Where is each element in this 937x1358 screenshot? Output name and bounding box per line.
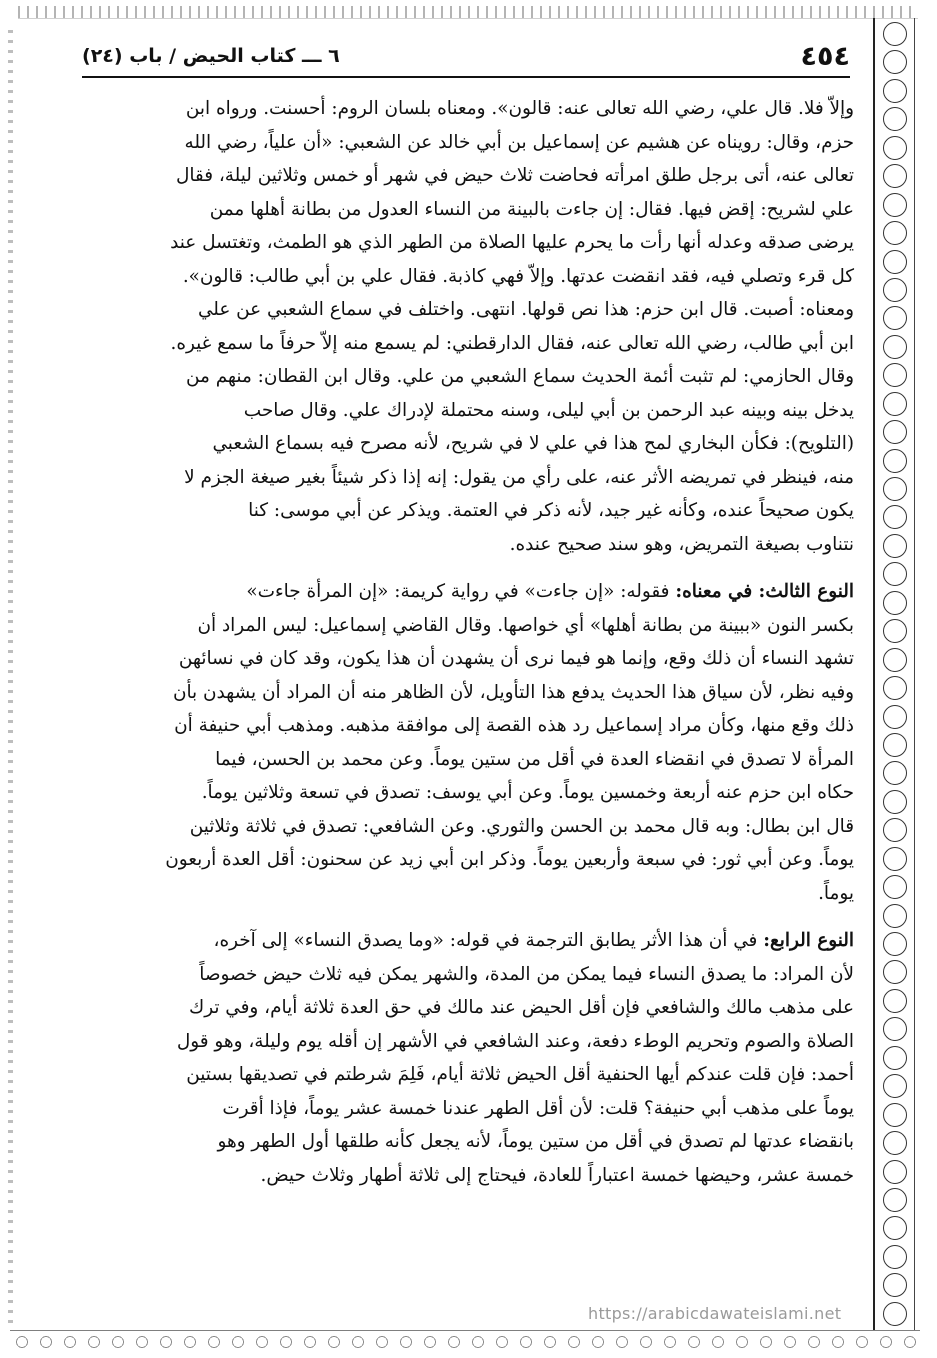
text-line [78, 327, 854, 361]
line-text: خمسة عشر، وحيضها خمسة اعتباراً للعادة، فيحتاج إلى ثلاثة أطهار وثلاث حيض. [260, 1164, 854, 1186]
ring-ornament [883, 505, 907, 529]
ring-ornament [883, 676, 907, 700]
top-border-ornament [18, 6, 918, 19]
ring-ornament [883, 335, 907, 359]
text-line [78, 193, 854, 227]
ring-ornament [883, 1273, 907, 1297]
ring-ornament [883, 705, 907, 729]
ring-ornament [883, 107, 907, 131]
ring-ornament [883, 193, 907, 217]
ring-ornament [883, 449, 907, 473]
line-text: قال ابن بطال: وبه قال محمد بن الحسن والثوري. وعن الشافعي: تصدق في ثلاثة وثلاثين [189, 815, 854, 837]
line-text: علي لشريح: إقض فيها. فقال: إن جاءت بالبينة من النساء العدول من بطانة أهلها ممن [209, 198, 854, 220]
text-line [78, 958, 854, 992]
text-line [78, 642, 854, 676]
line-text: يدخل بينه وبينه عبد الرحمن بن أبي ليلى، وسنه محتملة لإدراك علي. وقال صاحب [243, 399, 854, 421]
ring-ornament [883, 392, 907, 416]
line-text: يرضى صدقه وعدله أنها رأت ما يحرم عليها الصلاة من الطهر الذي هو الطمث، وتغتسل عند [170, 232, 854, 253]
line-text: يوماً. [818, 882, 854, 904]
text-line [78, 843, 854, 877]
ring-ornament [883, 164, 907, 188]
ring-ornament [883, 420, 907, 444]
page-header [82, 36, 850, 78]
ring-ornament [883, 648, 907, 672]
running-title: ٦ ـــ كتاب الحيض / باب (٢٤) [82, 45, 340, 67]
ring-ornament [883, 278, 907, 302]
line-text: فقوله: «إن جاءت» في رواية كريمة: «إن المرأة جاءت» [246, 581, 676, 602]
text-line [78, 92, 854, 126]
ring-ornament [883, 904, 907, 928]
text-line [78, 575, 854, 609]
text-line [78, 1025, 854, 1059]
text-line [78, 776, 854, 810]
ring-ornament [883, 619, 907, 643]
text-line [78, 360, 854, 394]
text-line [78, 427, 854, 461]
line-text: يكون صحيحاً عنده، وكأنه غير جيد، لأنه ذكر في العتمة. ويذكر عن أبي موسى: كنا [248, 500, 854, 521]
text-line [78, 159, 854, 193]
ring-ornament [883, 1017, 907, 1041]
line-text: منه، فينظر في تمريضه الأثر عنه، على رأي من يقول: إنه إذا ذكر شيئاً بغير صيغة الجزم لا [184, 466, 854, 488]
line-text: حكاه ابن حزم عنه أربعة وخمسين يوماً. وعن أبي يوسف: تصدق في تسعة وثلاثين يوماً. [201, 782, 854, 803]
ring-ornament [883, 1074, 907, 1098]
ring-ornament [883, 1302, 907, 1326]
ring-ornament [883, 50, 907, 74]
line-text: على مذهب مالك والشافعي فإن أقل الحيض عند مالك في حق العدة ثلاثة أيام، وفي ترك [189, 997, 854, 1018]
text-line [78, 394, 854, 428]
line-text: ومعناه: أصبت. قال ابن حزم: هذا نص قولها. انتهى. واختلف في سماع الشعبي عن علي [197, 299, 854, 320]
ring-ornament [883, 847, 907, 871]
paragraph-gap [78, 561, 854, 575]
ring-ornament [883, 1103, 907, 1127]
ring-ornament [883, 1160, 907, 1184]
line-text: نتناوب بصيغة التمريض، وهو سند صحيح عنده. [509, 533, 854, 555]
ring-ornament [883, 790, 907, 814]
left-border-ornament [8, 30, 13, 1325]
line-text: وفيه نظر، لأن سياق هذا الحديث يدفع هذا التأويل، لأن الظاهر منه أن المراد أن يشهدن بأن [172, 681, 854, 703]
line-text: كل قرء وتصلي فيه، فقد انقضت عدتها. وإلاّ فهي كاذبة. فقال علي بن أبي طالب: قالون». [182, 265, 854, 287]
text-line [78, 461, 854, 495]
ring-ornament [883, 1188, 907, 1212]
text-line [78, 260, 854, 294]
text-line [78, 1125, 854, 1159]
ring-ornament [883, 960, 907, 984]
line-text: حزم، وقال: رويناه عن هشيم عن إسماعيل بن أبي خالد عن الشعبي: «أن علياً، رضي الله [184, 131, 854, 153]
section-heading: النوع الثالث: في معناه: [675, 581, 854, 602]
text-line [78, 528, 854, 562]
text-line [78, 1058, 854, 1092]
page-body [78, 92, 854, 1192]
text-line [78, 293, 854, 327]
text-line [78, 991, 854, 1025]
right-border-ornament [873, 18, 915, 1330]
ring-ornament [883, 363, 907, 387]
bottom-border-ornament [10, 1330, 920, 1353]
ring-ornament [883, 1046, 907, 1070]
line-text: (التلويح): فكأن البخاري لمح هذا في علي لا في شريح، لأنه مصرح فيه بسماع الشعبي [212, 433, 854, 454]
line-text: بانقضاء عدتها لم تصدق في أقل من ستين يوماً، لأنه يجعل كأنه طلقها أول الطهر وهو [217, 1131, 854, 1152]
ring-ornament [883, 875, 907, 899]
text-line [78, 924, 854, 958]
text-line [78, 226, 854, 260]
ring-ornament [883, 1216, 907, 1240]
ring-ornament [883, 1131, 907, 1155]
text-line [78, 1092, 854, 1126]
text-line [78, 676, 854, 710]
ring-ornament [883, 250, 907, 274]
text-line [78, 494, 854, 528]
line-text: بكسر النون «ببينة من بطانة أهلها» أي خواصها. وقال القاضي إسماعيل: ليس المراد أن [197, 614, 854, 636]
text-line [78, 810, 854, 844]
line-text: يوماً. وعن أبي ثور: في سبعة وأربعين يوماً. وذكر ابن أبي زيد عن سحنون: أقل العدة أربعون [165, 849, 854, 870]
line-text: ابن أبي طالب، رضي الله تعالى عنه، فقال الدارقطني: لم يسمع منه إلاّ حرفاً ما سمع غيره. [170, 332, 854, 354]
line-text: المرأة لا تصدق في انقضاء العدة في أقل من ستين يوماً. وعن محمد بن الحسن، فيما [215, 748, 854, 770]
watermark-url: https://arabicdawateislami.net [588, 1304, 842, 1323]
ring-ornament [883, 79, 907, 103]
line-text: وإلاّ فلا. قال علي، رضي الله تعالى عنه: قالون». ومعناه بلسان الروم: أحسنت. ورواه ابن [185, 98, 854, 119]
ring-ornament [883, 22, 907, 46]
ring-ornament [883, 591, 907, 615]
ring-ornament [883, 477, 907, 501]
paragraph-gap [78, 910, 854, 924]
ring-ornament [883, 136, 907, 160]
text-line [78, 877, 854, 911]
ring-ornament [883, 534, 907, 558]
text-line [78, 709, 854, 743]
page-number: ٤٥٤ [800, 40, 850, 72]
line-text: تشهد النساء أن ذلك وقع، وإنما هو فيما نرى أن يشهدن أن هذا يكون، وقد كان في نسائهن [178, 648, 854, 669]
ring-ornament [883, 733, 907, 757]
ring-ornament [883, 306, 907, 330]
text-line [78, 126, 854, 160]
ring-ornament [883, 932, 907, 956]
line-text: ذلك وقع منها، وكأن مراد إسماعيل رد هذه القصة إلى موافقة مذهبه. ومذهب أبي حنيفة أن [174, 715, 854, 736]
ring-ornament [883, 1245, 907, 1269]
text-line [78, 609, 854, 643]
text-line [78, 743, 854, 777]
section-heading: النوع الرابع: [763, 930, 854, 951]
line-text: تعالى عنه، أتى برجل طلق امرأته فحاضت ثلاث حيض في شهر أو خمس وثلاثين ليلة، فقال [175, 165, 854, 186]
line-text: يوماً على مذهب أبي حنيفة؟ قلت: لأن أقل الطهر عندنا خمسة عشر يوماً، فإذا أقرت [222, 1097, 854, 1119]
line-text: الصلاة والصوم وتحريم الوطء دفعة، وعند الشافعي في الأشهر إن أقله يوم وليلة، وهو قول [176, 1030, 854, 1052]
ring-ornament [883, 761, 907, 785]
ring-ornament [883, 221, 907, 245]
line-text: أحمد: فإن قلت عندكم أيها الحنفية أقل الحيض ثلاثة أيام، فَلِمَ شرطتم في تصديقها بستين [186, 1064, 854, 1085]
line-text: وقال الحازمي: لم تثبت أئمة الحديث سماع الشعبي من علي. وقال ابن القطان: منهم من [186, 366, 854, 387]
text-line [78, 1159, 854, 1193]
line-text: لأن المراد: ما يصدق النساء فيما يمكن من المدة، والشهر يمكن فيه ثلاث حيض خصوصاً [199, 963, 854, 985]
ring-ornament [883, 562, 907, 586]
ring-ornament [883, 818, 907, 842]
line-text: في أن هذا الأثر يطابق الترجمة في قوله: «وما يصدق النساء» إلى آخره، [213, 930, 764, 951]
ring-ornament [883, 989, 907, 1013]
